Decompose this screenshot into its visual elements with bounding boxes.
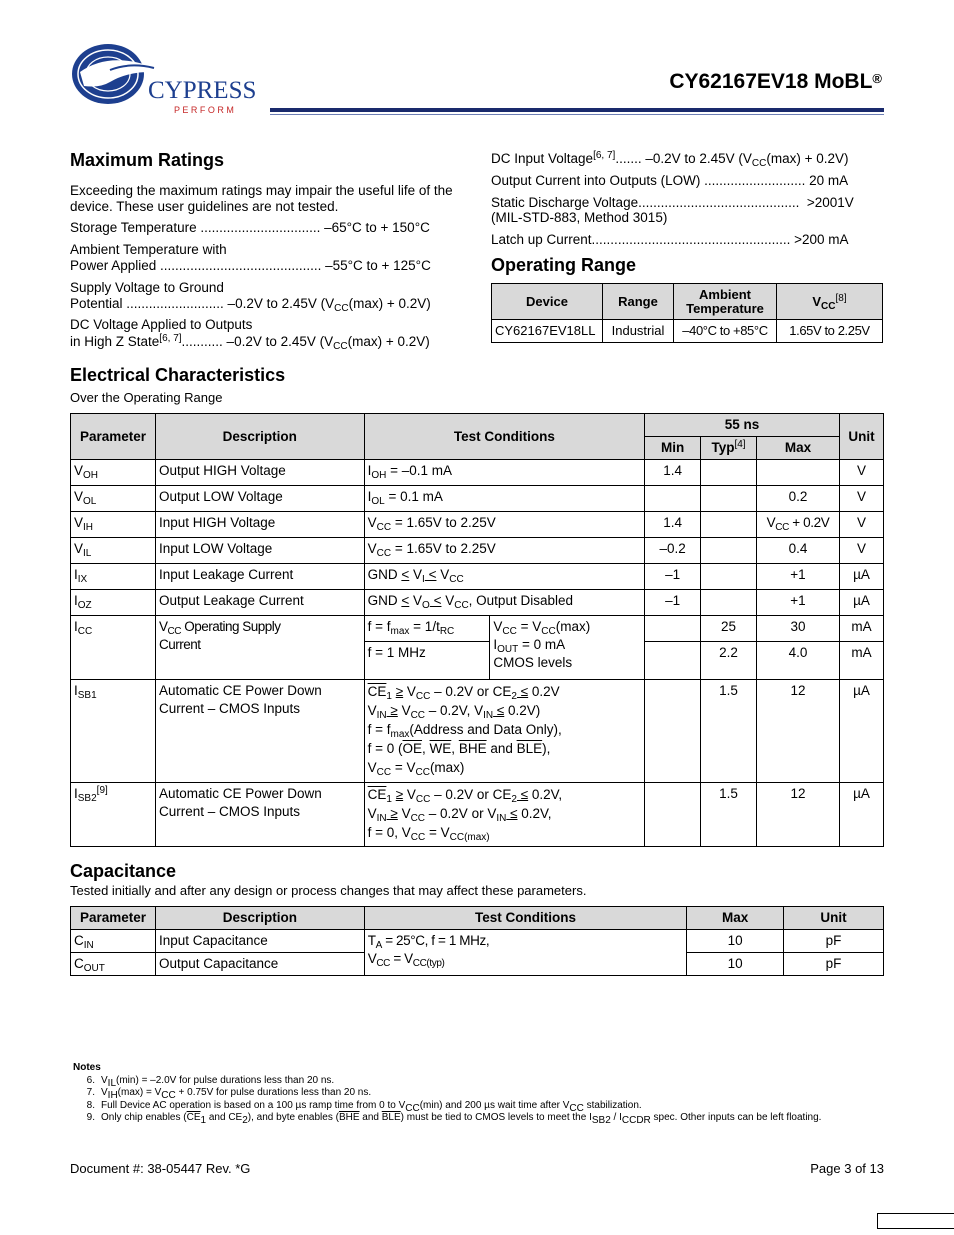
max-ioz: +1 [757,590,840,616]
dc-output-voltage-line1: DC Voltage Applied to Outputs [70,317,253,332]
min-icc-1 [645,616,701,642]
note-9: 9. Only chip enables ($\overline{CE}_1$ and $CE_2$), and byte enables ($\overline{BHE}$ and $\overline{BLE}$) must be tied to CMOS levels to meet the $I_{SB2} / I_{CCDR}$ spec. Other inputs can be left floating. [86,1112,822,1126]
param-icc: $I_{CC}$ [71,616,156,680]
param-cin: $C_{IN}$ [71,930,156,953]
unit-ioz: µA [839,590,883,616]
col-parameter: Parameter [71,414,156,460]
cond-isb2: $\overline{CE}_1 \ge V_{CC} - 0.2V$ or $CE_2 \le 0.2V$, $V_{IN} \ge V_{CC} - 0.2V$ or $V_{IN} \le 0.2V$, f = 0, $V_{CC} = V_{CC(max)}$ [364,783,645,847]
param-voh: $V_{OH}$ [71,460,156,486]
unit-vol: V [839,486,883,512]
typ-iix [701,564,757,590]
min-vol [645,486,701,512]
table-row [71,680,884,783]
max-isb1: 12 [757,680,840,783]
electrical-heading: Electrical Characteristics [70,365,286,385]
max-iix: +1 [757,564,840,590]
desc-vih: Input HIGH Voltage [155,512,364,538]
max-vih: $V_{CC} + 0.2V$ [757,512,840,538]
typ-vil [701,538,757,564]
min-vih: 1.4 [645,512,701,538]
min-vil: –0.2 [645,538,701,564]
page-number: Page 3 of 13 [810,1161,884,1176]
supply-voltage-line2: Potential .......................... –0.2V to 2.45V $(V_{CC}(\max) + 0.2V)$ [70,296,431,314]
col-typ: Typ[4] [701,437,757,460]
unit-icc-1: mA [839,616,883,642]
cypress-logo [70,42,260,118]
supply-voltage-line1: Supply Voltage to Ground [70,280,224,295]
cap-col-description: Description [155,907,364,930]
max-isb2: 12 [757,783,840,847]
col-unit: Unit [839,414,883,460]
col-description: Description [155,414,364,460]
cap-col-test-conditions: Test Conditions [364,907,687,930]
table-row [71,538,884,564]
typ-vol [701,486,757,512]
cond-vol: $I_{OL} = 0.1$ mA [364,486,645,512]
electrical-subheading: Over the Operating Range [70,390,223,405]
unit-isb1: µA [839,680,883,783]
output-current: Output Current into Outputs (LOW) ........................... 20 mA [491,173,849,188]
typ-isb1: 1.5 [701,680,757,783]
cond-icc-1mhz: f = 1 MHz [364,642,490,680]
col-speed: 55 ns [645,414,840,437]
typ-voh [701,460,757,486]
unit-iix: µA [839,564,883,590]
cap-col-max: Max [687,907,784,930]
min-isb1 [645,680,701,783]
col-device: Device [492,284,603,320]
typ-isb2: 1.5 [701,783,757,847]
max-vil: 0.4 [757,538,840,564]
max-ratings-heading: Maximum Ratings [70,150,225,170]
note-6: 6. $V_{IL}(\min) = -2.0V$ for pulse durations less than 20 ns. [86,1074,335,1089]
min-voh: 1.4 [645,460,701,486]
cap-col-unit: Unit [784,907,884,930]
param-vih: $V_{IH}$ [71,512,156,538]
typ-ioz [701,590,757,616]
max-icc-2: 4.0 [757,642,840,680]
cond-voh: $I_{OH} = -0.1$ mA [364,460,645,486]
param-cout: $C_{OUT}$ [71,953,156,976]
cell-range: Industrial [603,320,674,343]
notes [73,1062,821,1125]
desc-vil: Input LOW Voltage [155,538,364,564]
svg-text:P E R F O R M: P E R F O R M [174,105,234,115]
cond-icc-fmax: $f = f_{max} = 1/t_{RC}$ [364,616,490,642]
ambient-temperature-line1: Ambient Temperature with [70,242,227,257]
note-8: 8. Full Device AC operation is based on a 100 µs ramp time from 0 to $V_{CC}(\min)$ and 200 µs wait time after $V_{CC}$ stabilization. [86,1099,642,1114]
col-max: Max [757,437,840,460]
col-min: Min [645,437,701,460]
static-discharge-line1: Static Discharge Voltage........................................... >2001V [491,195,854,210]
dc-output-voltage-line2: in High Z State[6, 7]........... –0.2V to 2.45V $(V_{CC}(\max) + 0.2V)$ [70,333,430,352]
cond-vil: $V_{CC} = 1.65V$ to 2.25V [364,538,645,564]
unit-vih: V [839,512,883,538]
cond-ioz: GND < $V_O < V_{CC}$, Output Disabled [364,590,645,616]
min-ioz: –1 [645,590,701,616]
unit-cout: pF [784,953,884,976]
desc-cout: Output Capacitance [155,953,364,976]
typ-vih [701,512,757,538]
table-row [71,783,884,847]
typ-icc-2: 2.2 [701,642,757,680]
table-row [71,460,884,486]
latch-up-current: Latch up Current..................................................... >200 mA [491,232,849,247]
param-vil: $V_{IL}$ [71,538,156,564]
table-row [71,564,884,590]
desc-vol: Output LOW Voltage [155,486,364,512]
max-cin: 10 [687,930,784,953]
min-isb2 [645,783,701,847]
param-vol: $V_{OL}$ [71,486,156,512]
cell-vcc: 1.65V to 2.25V [777,320,883,343]
param-iix: $I_{IX}$ [71,564,156,590]
cond-icc-levels: $V_{CC} = V_{CC}(\max)$ $I_{OUT} = 0$ mA CMOS levels [490,616,645,680]
desc-cin: Input Capacitance [155,930,364,953]
capacitance-heading: Capacitance [70,861,177,881]
max-ratings-intro: Exceeding the maximum ratings may impair the useful life of the device. These user guidelines are not tested. [70,183,453,214]
ambient-temperature-line2: Power Applied ........................................... –55°C to + 125°C [70,258,431,273]
unit-voh: V [839,460,883,486]
cell-ambient-temperature: –40°C to +85°C [674,320,777,343]
max-voh [757,460,840,486]
table-row [71,486,884,512]
param-isb2: $I_{SB2}[9]$ [71,783,156,847]
param-isb1: $I_{SB1}$ [71,680,156,783]
cap-test-conditions: $T_A = 25^\circ C$, f = 1 MHz, $V_{CC} = V_{CC(typ)}$ [364,930,687,976]
cap-col-parameter: Parameter [71,907,156,930]
table-row [71,512,884,538]
header-rule-thin [270,114,884,115]
desc-isb2: Automatic CE Power Down Current – CMOS Inputs [155,783,364,847]
unit-vil: V [839,538,883,564]
max-cout: 10 [687,953,784,976]
capacitance-table [70,906,884,976]
table-row [71,590,884,616]
unit-icc-2: mA [839,642,883,680]
min-iix: –1 [645,564,701,590]
cell-device: CY62167EV18LL [492,320,603,343]
max-icc-1: 30 [757,616,840,642]
cond-vih: $V_{CC} = 1.65V$ to 2.25V [364,512,645,538]
unit-cin: pF [784,930,884,953]
col-test-conditions: Test Conditions [364,414,645,460]
desc-isb1: Automatic CE Power Down Current – CMOS Inputs [155,680,364,783]
param-ioz: $I_{OZ}$ [71,590,156,616]
capacitance-subheading: Tested initially and after any design or process changes that may affect these parameters. [70,883,587,898]
feedback-box[interactable] [877,1213,954,1229]
min-icc-2 [645,642,701,680]
max-vol: 0.2 [757,486,840,512]
operating-range-heading: Operating Range [491,255,637,275]
desc-voh: Output HIGH Voltage [155,460,364,486]
static-discharge-line2: (MIL-STD-883, Method 3015) [491,210,668,225]
unit-isb2: µA [839,783,883,847]
desc-iix: Input Leakage Current [155,564,364,590]
note-7: 7. $V_{IH}(\max) = V_{CC} + 0.75V$ for pulse durations less than 20 ns. [86,1087,372,1101]
operating-range-table [491,283,883,343]
table-row [71,930,884,953]
table-row [71,616,884,642]
dc-input-voltage: DC Input Voltage[6, 7]....... –0.2V to 2.45V $(V_{CC}(\max) + 0.2V)$ [491,150,849,169]
cond-iix: GND < $V_I < V_{CC}$ [364,564,645,590]
desc-icc: $V_{CC}$ Operating Supply Current [155,616,364,680]
page-title: CY62167EV18 MoBL® [669,70,882,93]
electrical-characteristics-table [70,413,884,847]
desc-ioz: Output Leakage Current [155,590,364,616]
typ-icc-1: 25 [701,616,757,642]
cond-isb1: $\overline{CE}_1 \ge V_{CC} - 0.2V$ or $CE_2 \le 0.2V$ $V_{IN} \ge V_{CC} - 0.2V$, $V_{IN} \le 0.2V$) $f = f_{max}(Address$ and Data Only), f = 0 ($\overline{OE}$, $\overline{WE}$, $\overline{BHE}$ and $\overline{BLE}$), $V_{CC} = V_{CC}(\max)$ [364,680,645,783]
document-number: Document #: 38-05447 Rev. *G [70,1161,251,1176]
col-vcc: $V_{CC}[8]$ [777,284,883,320]
notes-heading: Notes [73,1062,101,1073]
col-ambient-temperature: Ambient Temperature [674,284,777,320]
svg-text:CYPRESS: CYPRESS [148,77,257,104]
header-rule [270,108,884,112]
storage-temperature: Storage Temperature ................................ –65°C to + 150°C [70,220,430,235]
col-range: Range [603,284,674,320]
